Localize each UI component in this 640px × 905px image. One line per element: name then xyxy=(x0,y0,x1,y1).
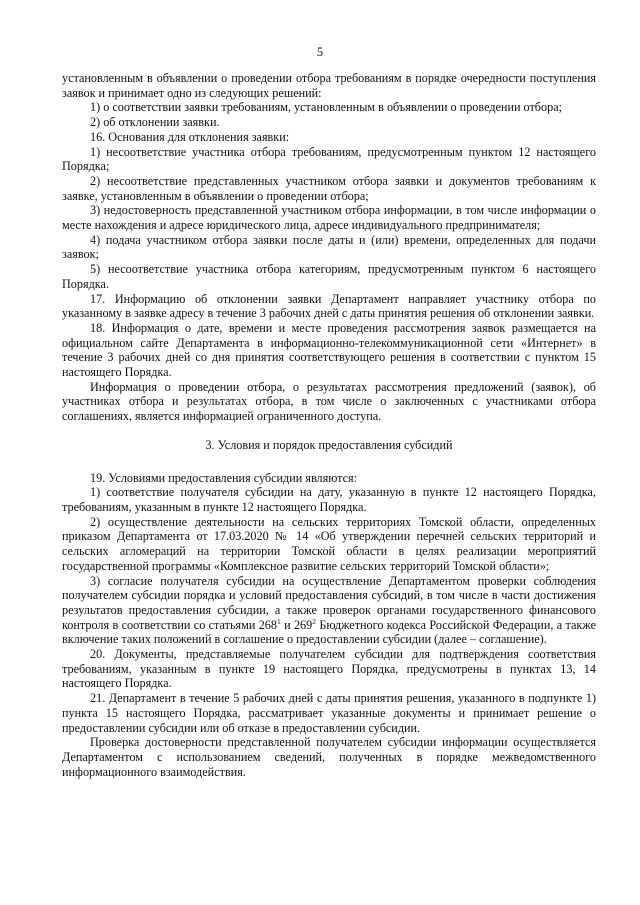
paragraph: Информация о проведении отбора, о результатах рассмотрения предложений (заявок), об участниках отбора и результатах отбора, в том числе о заключенных с участниками отбора соглашениях, является информацией ограниченного доступа. xyxy=(62,379,596,424)
superscript: 1 xyxy=(276,616,281,626)
paragraph: 17. Информацию об отклонении заявки Департамент направляет участнику отбора по указанному в заявке адресу в течение 3 рабочих дней с даты принятия решения об отклонении заявки. xyxy=(62,291,596,321)
superscript: 2 xyxy=(312,616,316,626)
page-number: 5 xyxy=(316,45,324,59)
paragraph: 19. Условиями предоставления субсидии являются: xyxy=(90,470,358,485)
paragraph-item-3: 3) согласие получателя субсидии на осуществление Департаментом проверки соблюдения получателем субсидии порядка и условий предоставления субсидий, в том числе в части достижения результатов предоставления субсидии, а также проверок органами государственного финансового контроля в соответствии со статьями $268^1$ и $269^2$ Бюджетного кодекса Российской Федерации, а также включение таких положений в соглашение о предоставлении субсидии (далее – соглашение). xyxy=(62,573,596,647)
section-2-continuation xyxy=(62,71,596,424)
paragraph: 4) подача участником отбора заявки после даты и (или) времени, определенных для подачи заявок; xyxy=(62,232,596,262)
paragraph: 18. Информация о дате, времени и месте проведения рассмотрения заявок размещается на официальном сайте Департамента в информационно-телекоммуникационной сети «Интернет» в течение 3 рабочих дней со дня принятия соответствующего решения в соответствии с пунктом 15 настоящего Порядка. xyxy=(62,320,596,380)
paragraph: Проверка достоверности представленной получателем субсидии информации осуществляется Департаментом с использованием сведений, полученных в порядке межведомственного информационного взаимодействия. xyxy=(62,735,596,779)
paragraph: 3) недостоверность представленной участником отбора информации, в том числе информации о месте нахождения и адресе юридического лица, адресе индивидуального предпринимателя; xyxy=(62,203,596,233)
paragraph: 20. Документы, представляемые получателем субсидии для подтверждения соответствия требованиям, указанным в пункте 19 настоящего Порядка, предусмотрены в пунктах 13, 14 настоящего Порядка. xyxy=(62,647,596,691)
section-3-paragraphs xyxy=(62,471,596,574)
document-body xyxy=(62,71,596,779)
paragraph: 1) о соответствии заявки требованиям, установленным в объявлении о проведении отбора; xyxy=(90,100,562,115)
paragraph: установленным в объявлении о проведении отбора требованиям в порядке очередности поступления заявок и принимает одно из следующих решений: xyxy=(62,71,596,100)
section-3-paragraphs-end xyxy=(62,647,596,779)
section-title: 3. Условия и порядок предоставления субсидий xyxy=(205,437,453,452)
paragraph: 2) несоответствие представленных участником отбора заявки и документов требованиям к заявке, установленным в объявлении о проведении отбора; xyxy=(62,173,596,203)
paragraph: 1) соответствие получателя субсидии на дату, указанную в пункте 12 настоящего Порядка, требованиям, указанным в пункте 12 настоящего Порядка. xyxy=(62,485,596,514)
paragraph: 5) несоответствие участника отбора категориям, предусмотренным пунктом 6 настоящего Порядка. xyxy=(62,262,596,291)
paragraph: 2) об отклонении заявки. xyxy=(90,115,220,130)
paragraph: 16. Основания для отклонения заявки: xyxy=(90,129,290,144)
paragraph: 2) осуществление деятельности на сельских территориях Томской области, определенных приказом Департамента от 17.03.2020 № 14 «Об утверждении перечней сельских территорий и сельских агломераций на территории Томской области в целях реализации мероприятий государственной программы «Комплексное развитие сельских территорий Томской области»; xyxy=(62,514,596,573)
paragraph: 1) несоответствие участника отбора требованиям, предусмотренным пунктом 12 настоящего Порядка; xyxy=(62,144,596,174)
paragraph: 21. Департамент в течение 5 рабочих дней с даты принятия решения, указанного в подпункте 1) пункта 15 настоящего Порядка, рассматривает указанные документы и принимает решение о предоставлении субсидии или об отказе в предоставлении субсидии. xyxy=(62,691,596,735)
